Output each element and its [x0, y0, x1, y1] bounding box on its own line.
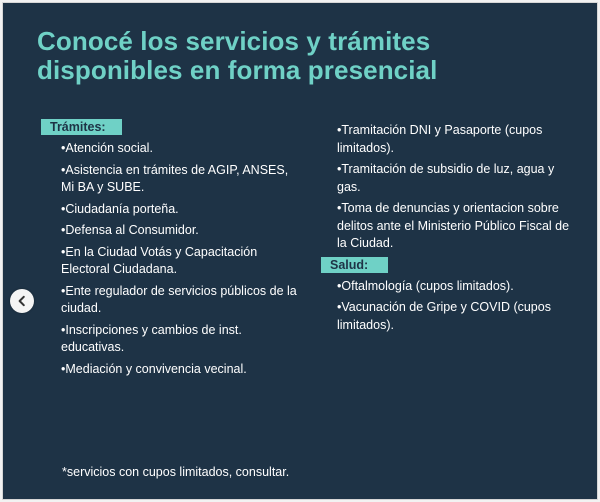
page-title: Conocé los servicios y trámites disponibles en forma presencial: [37, 26, 438, 85]
right-column: [321, 122, 581, 338]
list-item: •Tramitación de subsidio de luz, agua y gas.: [337, 162, 555, 194]
tramites-list-continued: [321, 122, 581, 253]
chevron-left-icon: [16, 295, 28, 307]
previous-slide-button[interactable]: [10, 289, 34, 313]
list-item: •Asistencia en trámites de AGIP, ANSES, Mi BA y SUBE.: [61, 162, 289, 194]
list-item: •Defensa al Consumidor.: [61, 223, 199, 237]
tramites-label: Trámites:: [41, 119, 122, 135]
list-item: •Inscripciones y cambios de inst. educativas.: [61, 322, 242, 354]
post-image: [2, 2, 598, 500]
footnote: *servicios con cupos limitados, consultar.: [62, 465, 290, 479]
list-item: •Atención social.: [61, 141, 153, 155]
list-item: •Vacunación de Gripe y COVID (cupos limitados).: [337, 300, 551, 332]
list-item: •Toma de denuncias y orientacion sobre delitos ante el Ministerio Público Fiscal de la Ciudad.: [337, 201, 570, 250]
salud-label: Salud:: [321, 257, 388, 273]
list-item: •Ciudadanía porteña.: [61, 201, 179, 216]
list-item: •Oftalmología (cupos limitados).: [337, 278, 514, 293]
list-item: •Tramitación DNI y Pasaporte (cupos limitados).: [337, 123, 543, 155]
salud-list: [321, 278, 581, 335]
list-item: •En la Ciudad Votás y Capacitación Electoral Ciudadana.: [61, 244, 258, 276]
list-item: •Ente regulador de servicios públicos de la ciudad.: [61, 283, 297, 315]
tramites-list: [41, 140, 301, 378]
list-item: •Mediación y convivencia vecinal.: [61, 361, 247, 376]
tramites-section: [41, 119, 301, 382]
